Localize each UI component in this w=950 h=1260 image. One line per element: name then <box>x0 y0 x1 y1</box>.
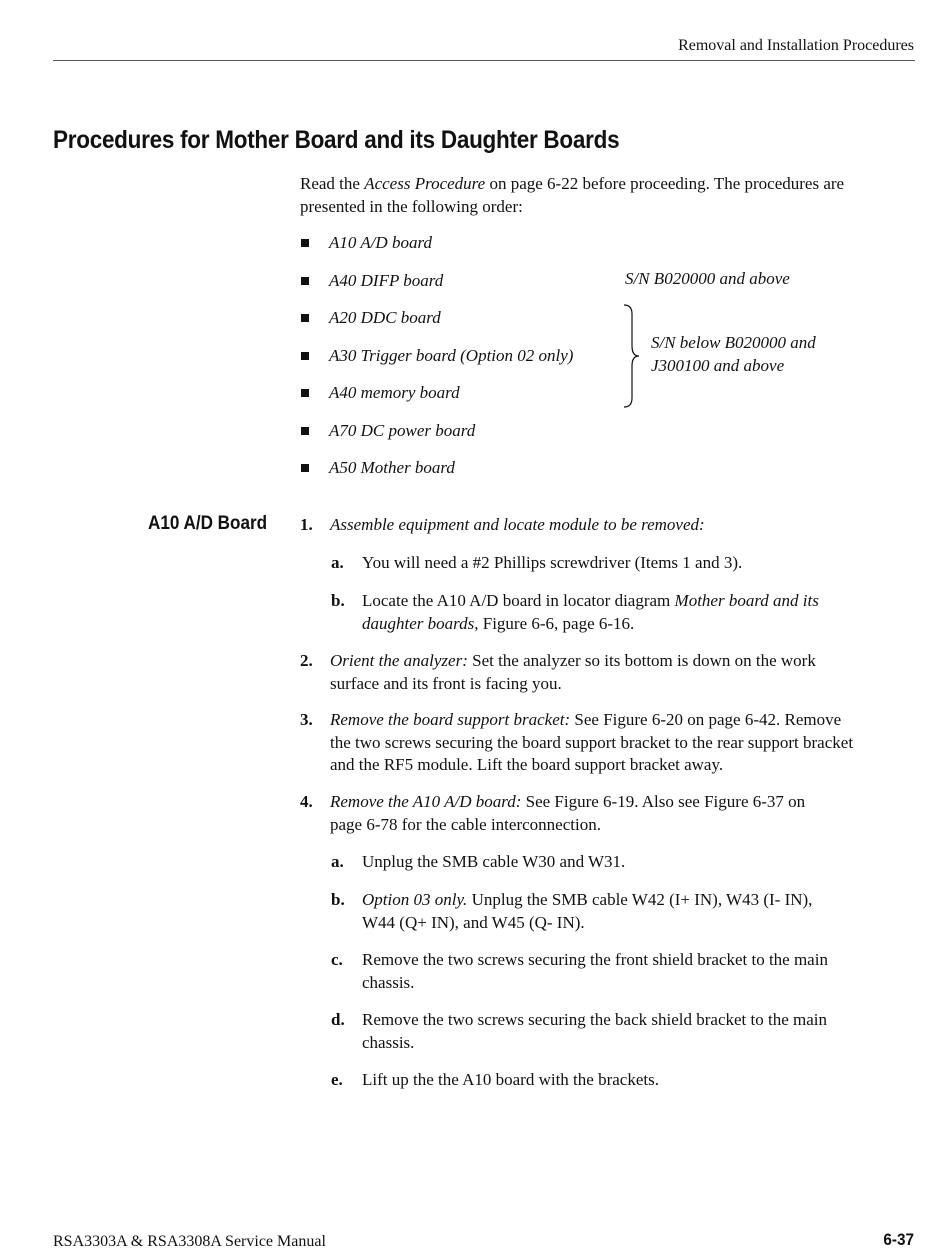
bullet-square-icon <box>301 239 309 247</box>
serial-note-below: S/N below B020000 and J300100 and above <box>651 333 816 375</box>
bullet-square-icon <box>301 277 309 285</box>
bullet-square-icon <box>301 389 309 397</box>
serial-note-above: S/N B020000 and above <box>625 269 790 288</box>
bullet-square-icon <box>301 352 309 360</box>
curly-brace-icon <box>622 304 642 408</box>
running-header: Removal and Installation Procedures <box>678 37 914 54</box>
header-rule <box>53 60 915 61</box>
bullet-square-icon <box>301 314 309 322</box>
bullet-square-icon <box>301 464 309 472</box>
side-heading: A10 A/D Board <box>148 513 268 534</box>
intro-paragraph: Read the Access Procedure on page 6-22 before proceeding. The procedures are presented in the following order: <box>300 174 845 216</box>
bullet-square-icon <box>301 427 309 435</box>
section-title: Procedures for Mother Board and its Daughter Boards <box>53 126 620 154</box>
access-procedure-ref: Access Procedure <box>364 174 486 193</box>
page-number: 6-37 <box>883 1230 914 1249</box>
footer-manual-title: RSA3303A & RSA3308A Service Manual <box>53 1233 326 1250</box>
